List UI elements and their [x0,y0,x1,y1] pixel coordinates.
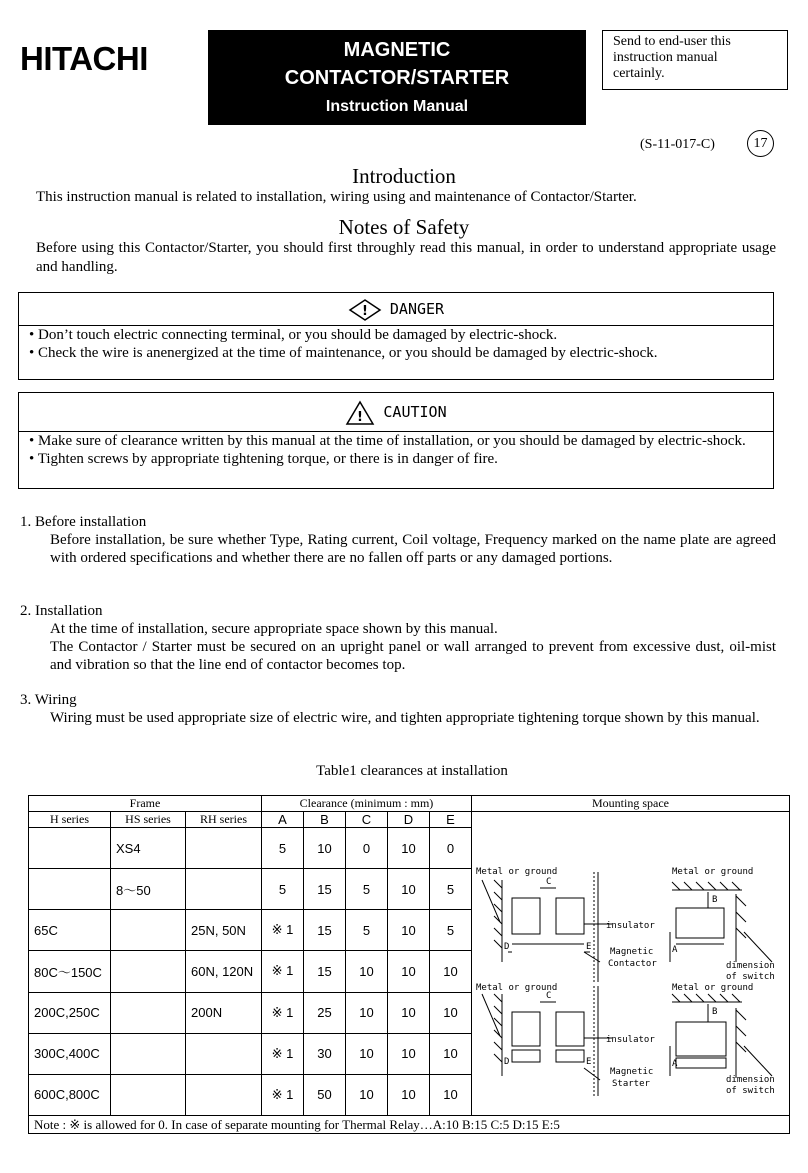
col-h-series: H series [29,812,111,828]
label-of-switch: of switch [726,1086,775,1096]
cell-b: 25 [304,992,346,1033]
send-note-line: instruction manual [613,50,718,65]
cell-hs [111,910,186,951]
cell-hs [111,992,186,1033]
danger-box [18,292,774,380]
cell-a: ※ 1 [262,1033,304,1074]
caution-items [19,432,773,468]
safety-text: Before using this Contactor/Starter, you should first throughly read this manual, in order to understand appropriate usage and handling. [36,240,776,275]
cell-b: 15 [304,869,346,910]
label-dimension: dimension [726,961,775,971]
cell-hs [111,951,186,992]
label-e: E [586,1057,592,1067]
cell-rh: 200N [186,992,262,1033]
cell-b: 15 [304,910,346,951]
cell-hs: XS4 [111,828,186,869]
cell-e: 10 [430,1033,472,1074]
cell-c: 5 [346,869,388,910]
label-magnetic: Magnetic [610,947,654,957]
mounting-header: Mounting space [472,796,790,812]
label-insulator: insulator [606,921,655,931]
label-magnetic: Magnetic [610,1067,654,1077]
safety-heading: Notes of Safety [338,215,470,239]
cell-b: 15 [304,951,346,992]
cell-e: 10 [430,1074,472,1115]
cell-c: 5 [346,910,388,951]
table-caption: Table1 clearances at installation [316,763,508,779]
col-rh-series: RH series [186,812,262,828]
cell-e: 10 [430,992,472,1033]
svg-text:!: ! [361,303,368,319]
cell-c: 10 [346,992,388,1033]
cell-a: ※ 1 [262,1074,304,1115]
cell-hs: 8～50 [111,869,186,910]
section-wiring [20,691,776,727]
table-note: Note : ※ is allowed for 0. In case of separate mounting for Thermal Relay…A:10 B:15 C:5 D:15 E:5 [29,1116,790,1134]
cell-d: 10 [388,1033,430,1074]
cell-rh: 60N, 120N [186,951,262,992]
section-before-installation [20,513,776,567]
danger-item: • Don’t touch electric connecting terminal, or you should be damaged by electric-shock. [29,327,558,343]
cell-rh [186,828,262,869]
caution-header [19,393,773,432]
label-metal-ground: Metal or ground [476,983,558,993]
label-metal-ground: Metal or ground [476,867,558,877]
title-line-2: CONTACTOR/STARTER [284,67,510,89]
label-metal-ground: Metal or ground [672,867,754,877]
frame-header: Frame [29,796,262,812]
section-title: 1. Before installation [20,514,147,530]
cell-h [29,869,111,910]
label-c: C [546,991,552,1001]
title-banner [208,30,586,125]
mounting-diagram-cell [472,812,790,1116]
label-e: E [586,942,592,952]
intro-heading: Introduction [352,164,456,188]
section-title: 3. Wiring [20,692,77,708]
label-d: D [504,942,510,952]
cell-d: 10 [388,1074,430,1115]
document-number: (S-11-017-C) [640,137,715,152]
label-b: B [712,1007,718,1017]
intro-text: This instruction manual is related to installation, wiring using and maintenance of Contactor/Starter. [36,189,637,205]
section-body: The Contactor / Starter must be secured on an upright panel or wall arranged to prevent from excessive dust, oil-mist and vibration so that the line end of contactor becomes top. [50,639,776,673]
label-c: C [546,877,552,887]
cell-e: 10 [430,951,472,992]
cell-h: 65C [29,910,111,951]
hitachi-logo: HITACHI [20,40,148,77]
cell-hs [111,1074,186,1115]
col-e: E [430,812,472,828]
send-note-box [602,30,788,90]
cell-h: 80C～150C [29,951,111,992]
mounting-diagram [472,812,786,1112]
clearance-header: Clearance (minimum : mm) [262,796,472,812]
send-note-line: Send to end-user this [613,34,731,49]
cell-e: 5 [430,869,472,910]
label-dimension: dimension [726,1075,775,1085]
col-d: D [388,812,430,828]
cell-a: 5 [262,828,304,869]
cell-h: 300C,400C [29,1033,111,1074]
revision-badge: 17 [747,130,774,157]
col-hs-series: HS series [111,812,186,828]
cell-hs [111,1033,186,1074]
section-installation [20,602,776,674]
cell-a: ※ 1 [262,910,304,951]
cell-b: 30 [304,1033,346,1074]
cell-d: 10 [388,828,430,869]
cell-e: 5 [430,910,472,951]
col-a: A [262,812,304,828]
label-starter: Starter [612,1079,650,1089]
cell-d: 10 [388,910,430,951]
caution-triangle-icon [345,400,375,426]
cell-rh [186,1033,262,1074]
label-insulator: insulator [606,1035,655,1045]
cell-rh [186,869,262,910]
label-contactor: Contactor [608,959,657,969]
cell-d: 10 [388,869,430,910]
title-line-1: MAGNETIC [343,39,451,61]
cell-rh: 25N, 50N [186,910,262,951]
section-body: Wiring must be used appropriate size of electric wire, and tighten appropriate tightening torque shown by this manual. [50,710,760,726]
danger-items [19,326,773,362]
clearance-table [28,795,790,1134]
section-body: At the time of installation, secure appropriate space shown by this manual. [50,621,498,637]
label-b: B [712,895,718,905]
cell-a: ※ 1 [262,992,304,1033]
danger-diamond-icon [348,298,382,322]
label-of-switch: of switch [726,972,775,982]
label-a: A [672,1059,678,1069]
col-c: C [346,812,388,828]
cell-b: 10 [304,828,346,869]
label-metal-ground: Metal or ground [672,983,754,993]
cell-h: 600C,800C [29,1074,111,1115]
cell-a: ※ 1 [262,951,304,992]
cell-e: 0 [430,828,472,869]
danger-header [19,293,773,326]
cell-a: 5 [262,869,304,910]
danger-item: • Check the wire is anenergized at the time of maintenance, or you should be damaged by electric-shock. [29,345,658,361]
label-d: D [504,1057,510,1067]
cell-c: 10 [346,951,388,992]
send-note-line: certainly. [613,66,665,81]
col-b: B [304,812,346,828]
caution-item: • Tighten screws by appropriate tightening torque, or there is in danger of fire. [29,451,498,467]
caution-box [18,392,774,489]
section-title: 2. Installation [20,603,103,619]
cell-c: 0 [346,828,388,869]
subtitle: Instruction Manual [325,98,469,115]
cell-b: 50 [304,1074,346,1115]
cell-c: 10 [346,1074,388,1115]
section-body: Before installation, be sure whether Type, Rating current, Coil voltage, Frequency marked on the name plate are agreed with ordered specifications and whether there are no fallen off parts or any damaged portions. [50,532,776,566]
svg-text:!: ! [357,409,364,425]
label-a: A [672,945,678,955]
danger-label: DANGER [389,300,445,318]
cell-rh [186,1074,262,1115]
cell-h: 200C,250C [29,992,111,1033]
cell-d: 10 [388,951,430,992]
caution-label: CAUTION [383,403,447,421]
cell-c: 10 [346,1033,388,1074]
cell-d: 10 [388,992,430,1033]
caution-item: • Make sure of clearance written by this manual at the time of installation, or you should be damaged by electric-shock. [29,433,746,449]
cell-h [29,828,111,869]
